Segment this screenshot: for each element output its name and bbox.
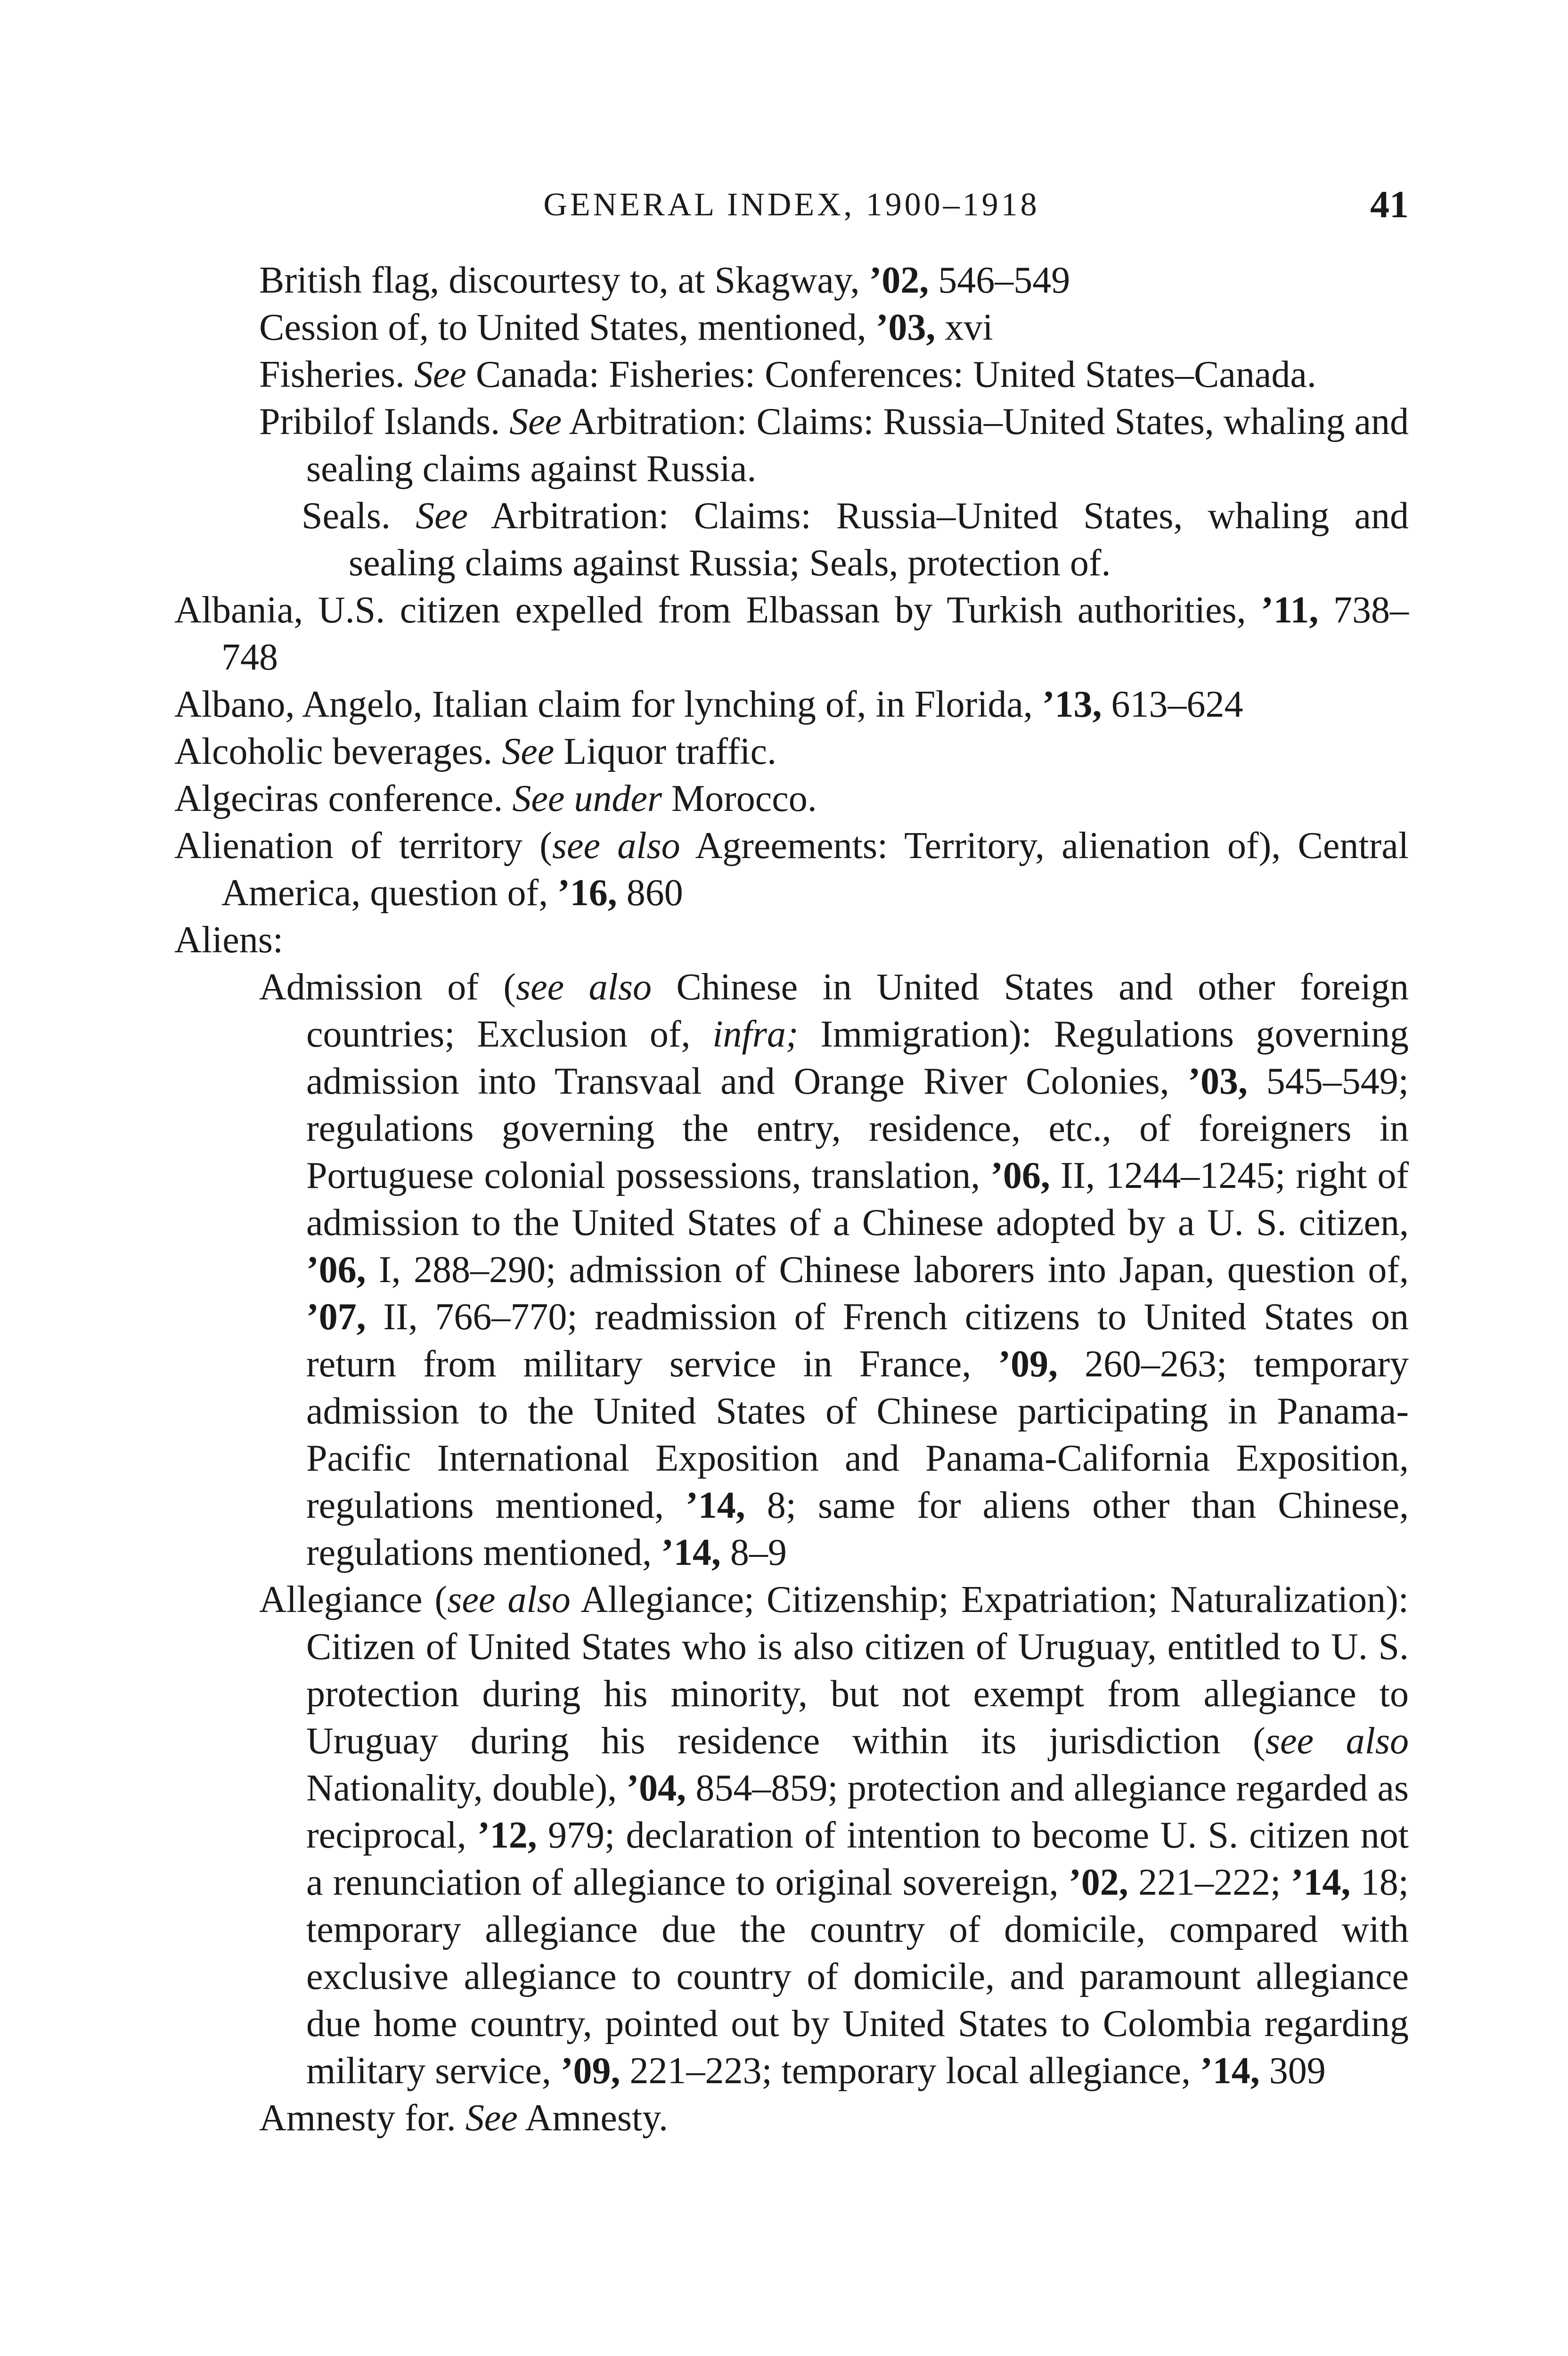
index-entry	[174, 2094, 1409, 2142]
entry-text: 260–263; temporary admission to the United States of Chinese participating in Panama-Pacific International Exposition and Panama-California Exposition, regulations mentioned,	[306, 1343, 1409, 1526]
entry-text: ’11,	[1261, 589, 1319, 631]
entry-text: Aliens:	[174, 919, 284, 961]
entry-text: see also	[552, 825, 680, 867]
entry-text: ’02,	[1069, 1862, 1128, 1903]
entry-text: Immigration): Regulations governing admission into Transvaal and Orange River Colonies,	[306, 1014, 1409, 1102]
entry-text: ’16,	[557, 872, 617, 914]
index-entry	[174, 587, 1409, 681]
index-entry	[174, 398, 1409, 492]
entry-text: Pribilof Islands.	[259, 401, 510, 442]
entry-text: Seals.	[302, 495, 416, 537]
entry-text: 221–222;	[1128, 1862, 1291, 1903]
entry-text: 546–549	[929, 260, 1070, 301]
entry-text: ’09,	[998, 1343, 1058, 1385]
entry-text: Morocco.	[662, 778, 817, 819]
entry-text: xvi	[935, 307, 993, 348]
entry-text: Amnesty for.	[259, 2097, 466, 2139]
index-entry	[174, 775, 1409, 822]
index-entry	[174, 728, 1409, 775]
entry-text: See	[416, 495, 468, 537]
entry-text: 979; declaration of intention to become U. S. citizen not a renunciation of allegiance to original sovereign,	[306, 1815, 1409, 1903]
entry-text: ’09,	[560, 2050, 621, 2092]
entry-text: II, 766–770; readmission of French citizens to United States on return from military service in France,	[306, 1296, 1409, 1385]
entry-text: Alcoholic beverages.	[174, 731, 502, 772]
entry-text: see also	[447, 1579, 571, 1620]
entry-text: See	[465, 2097, 518, 2139]
entry-text: I, 288–290; admission of Chinese laborers into Japan, question of,	[366, 1249, 1409, 1291]
entry-text: II, 1244–1245; right of admission to the United States of a Chinese adopted by a U. S. citizen,	[306, 1155, 1409, 1243]
entry-text: See	[414, 354, 466, 395]
index-entry	[174, 822, 1409, 916]
entry-text: See	[509, 401, 562, 442]
entry-text: ’07,	[306, 1296, 366, 1338]
entry-text: ’03,	[875, 307, 936, 348]
entry-text: 221–223; temporary local allegiance,	[620, 2050, 1200, 2092]
index-body	[174, 257, 1409, 2142]
entry-text: ’03,	[1188, 1061, 1248, 1102]
index-entry	[174, 916, 1409, 964]
entry-text: ’14,	[686, 1485, 745, 1526]
entry-text: ’14,	[1290, 1862, 1351, 1903]
entry-text: 545–549; regulations governing the entry, residence, etc., of foreigners in Portuguese colonial possessions, translation,	[306, 1061, 1409, 1196]
entry-text: ’06,	[990, 1155, 1050, 1196]
entry-text: ’02,	[869, 260, 929, 301]
entry-text: see also	[515, 966, 652, 1008]
entry-text: Allegiance (	[259, 1579, 448, 1620]
entry-text: Chinese in United States and other foreign countries; Exclusion of,	[306, 966, 1409, 1055]
index-entry	[174, 681, 1409, 728]
entry-text: British flag, discourtesy to, at Skagway,	[259, 260, 869, 301]
entry-text: Fisheries.	[259, 354, 414, 395]
entry-text: Nationality, double),	[306, 1767, 627, 1809]
entry-text: Agreements: Territory, alienation of), Central America, question of,	[221, 825, 1409, 914]
page-number: 41	[1370, 183, 1409, 226]
entry-text: Liquor traffic.	[554, 731, 776, 772]
index-entry	[174, 492, 1409, 587]
index-entry	[174, 351, 1409, 398]
entry-text: 309	[1259, 2050, 1326, 2092]
entry-text: Albania, U.S. citizen expelled from Elbassan by Turkish authorities,	[174, 589, 1261, 631]
entry-text: 8; same for aliens other than Chinese, regulations mentioned,	[306, 1485, 1409, 1573]
entry-text: 613–624	[1102, 684, 1243, 725]
index-entry	[174, 964, 1409, 1576]
entry-text: ’14,	[661, 1532, 721, 1573]
entry-text: Canada: Fisheries: Conferences: United States–Canada.	[466, 354, 1316, 395]
entry-text: ’04,	[626, 1767, 686, 1809]
entry-text: 738–748	[221, 589, 1409, 678]
index-entry	[174, 1576, 1409, 2094]
entry-text: ’06,	[306, 1249, 366, 1291]
entry-text: 854–859; protection and allegiance regarded as reciprocal,	[306, 1767, 1409, 1856]
entry-text: Algeciras conference.	[174, 778, 513, 819]
entry-text: Arbitration: Claims: Russia–United States, whaling and sealing claims against Russia.	[306, 401, 1409, 490]
entry-text: Arbitration: Claims: Russia–United States, whaling and sealing claims against Russia; Seals, protection of.	[349, 495, 1409, 584]
index-entry	[174, 257, 1409, 304]
entry-text: Allegiance; Citizenship; Expatriation; Naturalization): Citizen of United States who is also citizen of Uruguay, entitled to U. S. protection during his minority, but not exempt from allegiance to Uruguay during his residence within its jurisdiction (	[306, 1579, 1409, 1762]
entry-text: see also	[1265, 1720, 1409, 1762]
entry-text: ’14,	[1200, 2050, 1260, 2092]
entry-text: Admission of (	[259, 966, 516, 1008]
index-entry	[174, 304, 1409, 351]
entry-text: infra;	[712, 1014, 799, 1055]
entry-text: 18; temporary allegiance due the country of domicile, compared with exclusive allegiance to country of domicile, and paramount allegiance due home country, pointed out by United States to Colombia regarding military service,	[306, 1862, 1409, 2092]
entry-text: ’12,	[477, 1815, 537, 1856]
entry-text: See	[502, 731, 555, 772]
entry-text: ’13,	[1042, 684, 1102, 725]
entry-text: Albano, Angelo, Italian claim for lynching of, in Florida,	[174, 684, 1042, 725]
page-header	[174, 183, 1409, 238]
entry-text: Alienation of territory (	[174, 825, 552, 867]
entry-text: 8–9	[720, 1532, 787, 1573]
entry-text: See under	[512, 778, 662, 819]
entry-text: Cession of, to United States, mentioned,	[259, 307, 876, 348]
entry-text: 860	[617, 872, 683, 914]
entry-text: Amnesty.	[517, 2097, 669, 2139]
running-head: GENERAL INDEX, 1900–1918	[543, 187, 1040, 223]
